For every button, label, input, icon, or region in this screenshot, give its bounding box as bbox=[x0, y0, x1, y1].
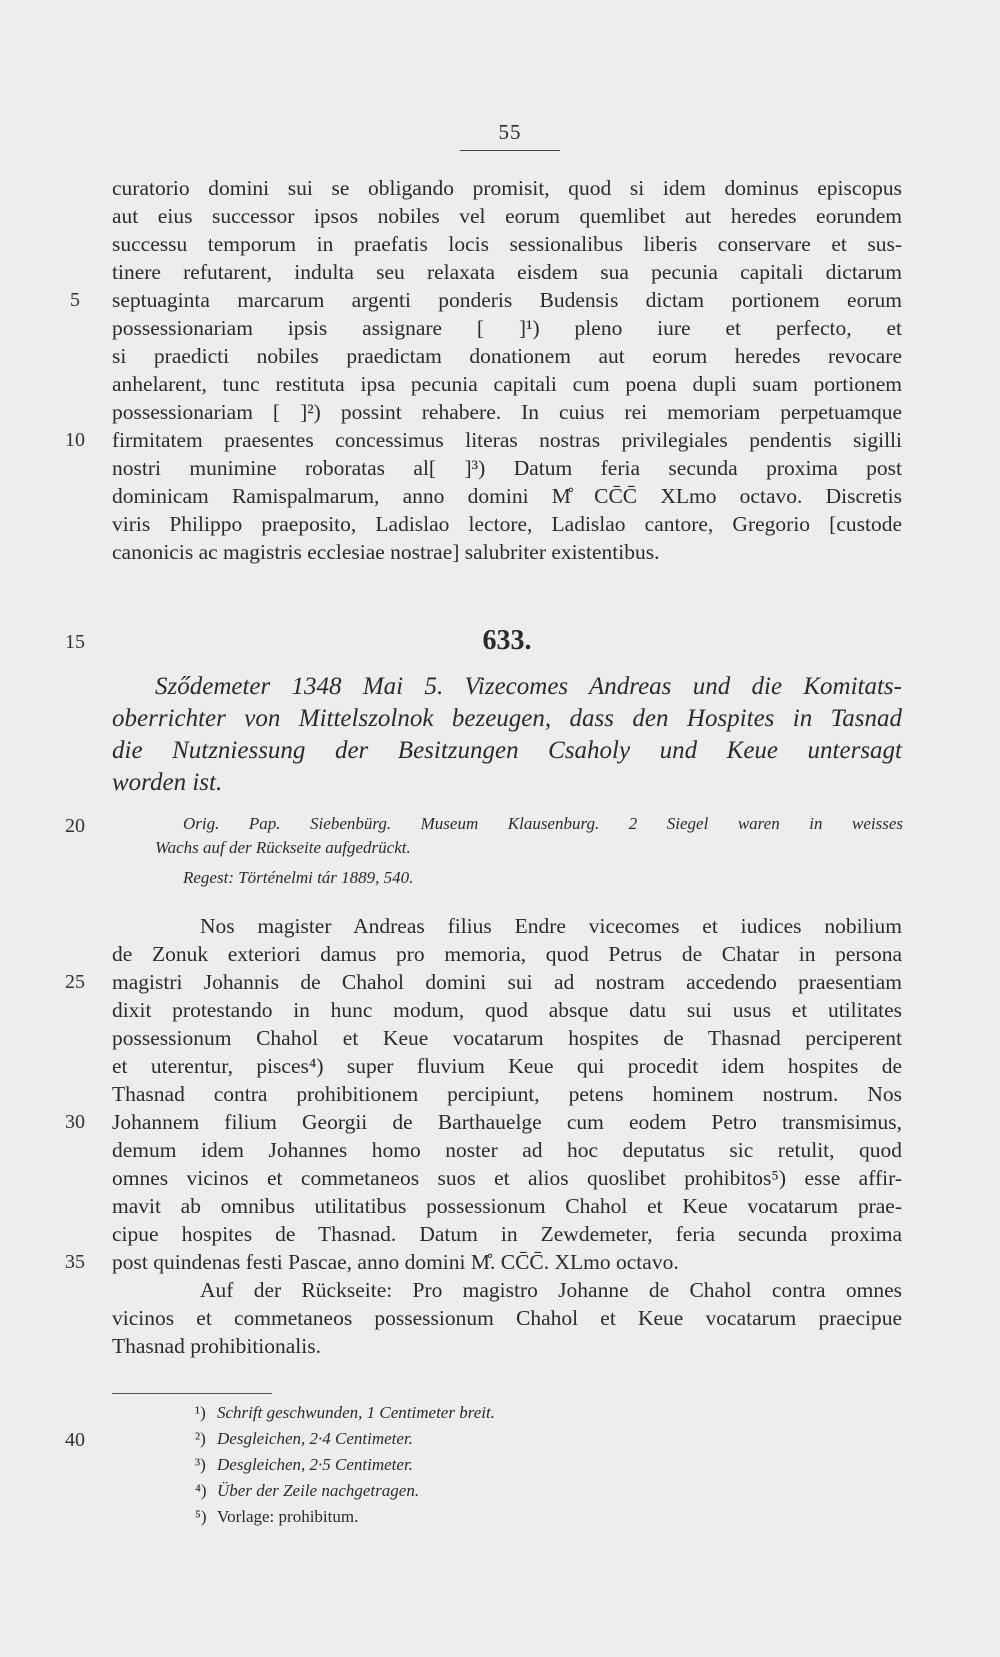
text-line: successu temporum in praefatis locis sessionalibus liberis conservare et sus- bbox=[112, 232, 902, 256]
heading-line: die Nutzniessung der Besitzungen Csaholy und Keue untersagt bbox=[112, 737, 902, 764]
text-line: viris Philippo praeposito, Ladislao lectore, Ladislao cantore, Gregorio [custode bbox=[112, 512, 902, 536]
text-line: Auf der Rückseite: Pro magistro Johanne de Chahol contra omnes bbox=[200, 1278, 902, 1302]
page-number: 55 bbox=[498, 120, 522, 144]
text-line: tinere refutarent, indulta seu relaxata eisdem sua pecunia capitali dictarum bbox=[112, 260, 902, 284]
text-line: anhelarent, tunc restituta ipsa pecunia capitali cum poena dupli suam portionem bbox=[112, 372, 902, 396]
text-line: dixit protestando in hunc modum, quod absque datu sui usus et utilitates bbox=[112, 998, 902, 1022]
heading-line: worden ist. bbox=[112, 769, 223, 796]
heading-line: Sződemeter 1348 Mai 5. Vizecomes Andreas und die Komitats- bbox=[155, 673, 902, 700]
line-number: 30 bbox=[65, 1111, 85, 1133]
footnote-mark: ⁴) bbox=[195, 1481, 207, 1500]
footnote-mark: ³) bbox=[195, 1455, 206, 1474]
line-number: 5 bbox=[70, 289, 80, 311]
line-number: 10 bbox=[65, 429, 85, 451]
footnote bbox=[195, 1480, 795, 1502]
text-line: de Zonuk exteriori damus pro memoria, quod Petrus de Chatar in persona bbox=[112, 942, 902, 966]
text-line: et uterentur, pisces⁴) super fluvium Keue qui procedit idem hospites de bbox=[112, 1054, 902, 1078]
line-number: 40 bbox=[65, 1429, 85, 1451]
text-line: omnes vicinos et commetaneos suos et alios quoslibet prohibitos⁵) esse affir- bbox=[112, 1166, 902, 1190]
footnote-rule bbox=[112, 1393, 272, 1394]
text-line: dominicam Ramispalmarum, anno domini M̊ CC̄C̄ XLmo octavo. Discretis bbox=[112, 484, 902, 508]
footnote-text: Über der Zeile nachgetragen. bbox=[217, 1481, 420, 1500]
footnote-text: Schrift geschwunden, 1 Centimeter breit. bbox=[217, 1403, 495, 1422]
footnote bbox=[195, 1428, 795, 1450]
text-line: Thasnad contra prohibitionem percipiunt, petens hominem nostrum. Nos bbox=[112, 1082, 902, 1106]
text-line: Johannem filium Georgii de Barthauelge cum eodem Petro transmisimus, bbox=[112, 1110, 902, 1134]
line-number: 35 bbox=[65, 1251, 85, 1273]
footnote-mark: ⁵) bbox=[195, 1507, 207, 1526]
text-line: magistri Johannis de Chahol domini sui ad nostram accedendo praesentiam bbox=[112, 970, 902, 994]
footnote bbox=[195, 1402, 795, 1424]
footnote-mark: ¹) bbox=[195, 1403, 206, 1422]
text-line: Nos magister Andreas filius Endre vicecomes et iudices nobilium bbox=[200, 914, 902, 938]
text-line: si praedicti nobiles praedictam donationem aut eorum heredes revocare bbox=[112, 344, 902, 368]
footnote-text: Desgleichen, 2·5 Centimeter. bbox=[217, 1455, 413, 1474]
text-line: vicinos et commetaneos possessionum Chahol et Keue vocatarum praecipue bbox=[112, 1306, 902, 1330]
source-note-line: Orig. Pap. Siebenbürg. Museum Klausenburg. 2 Siegel waren in weisses bbox=[183, 814, 903, 833]
footnote bbox=[195, 1454, 795, 1476]
line-number: 20 bbox=[65, 815, 85, 837]
document-number: 633. bbox=[482, 625, 532, 656]
text-line: post quindenas festi Pascae, anno domini M̊. CC̄C̄. XLmo octavo. bbox=[112, 1250, 679, 1274]
text-line: Thasnad prohibitionalis. bbox=[112, 1334, 321, 1358]
text-line: cipue hospites de Thasnad. Datum in Zewdemeter, feria secunda proxima bbox=[112, 1222, 902, 1246]
text-line: possessionariam ipsis assignare [ ]¹) pleno iure et perfecto, et bbox=[112, 316, 902, 340]
footnote-text: Desgleichen, 2·4 Centimeter. bbox=[217, 1429, 413, 1448]
text-line: demum idem Johannes homo noster ad hoc deputatus sic retulit, quod bbox=[112, 1138, 902, 1162]
text-line: possessionum Chahol et Keue vocatarum hospites de Thasnad perciperent bbox=[112, 1026, 902, 1050]
line-number: 25 bbox=[65, 971, 85, 993]
footnote-mark: ²) bbox=[195, 1429, 206, 1448]
text-line: septuaginta marcarum argenti ponderis Budensis dictam portionem eorum bbox=[112, 288, 902, 312]
text-line: nostri munimine roboratas al[ ]³) Datum feria secunda proxima post bbox=[112, 456, 902, 480]
text-line: mavit ab omnibus utilitatibus possessionum Chahol et Keue vocatarum prae- bbox=[112, 1194, 902, 1218]
source-note-line: Regest: Történelmi tár 1889, 540. bbox=[183, 868, 414, 887]
text-line: curatorio domini sui se obligando promisit, quod si idem dominus episcopus bbox=[112, 176, 902, 200]
text-line: canonicis ac magistris ecclesiae nostrae] salubriter existentibus. bbox=[112, 540, 660, 564]
text-line: firmitatem praesentes concessimus literas nostras privilegiales pendentis sigilli bbox=[112, 428, 902, 452]
heading-line: oberrichter von Mittelszolnok bezeugen, dass den Hospites in Tasnad bbox=[112, 705, 902, 732]
source-note-line: Wachs auf der Rückseite aufgedrückt. bbox=[155, 838, 411, 857]
page-number-rule bbox=[460, 150, 560, 151]
line-number: 15 bbox=[65, 631, 85, 653]
footnote bbox=[195, 1506, 795, 1528]
text-line: possessionariam [ ]²) possint rehabere. In cuius rei memoriam perpetuamque bbox=[112, 400, 902, 424]
text-line: aut eius successor ipsos nobiles vel eorum quemlibet aut heredes eorundem bbox=[112, 204, 902, 228]
footnote-text: Vorlage: prohibitum. bbox=[217, 1507, 359, 1526]
